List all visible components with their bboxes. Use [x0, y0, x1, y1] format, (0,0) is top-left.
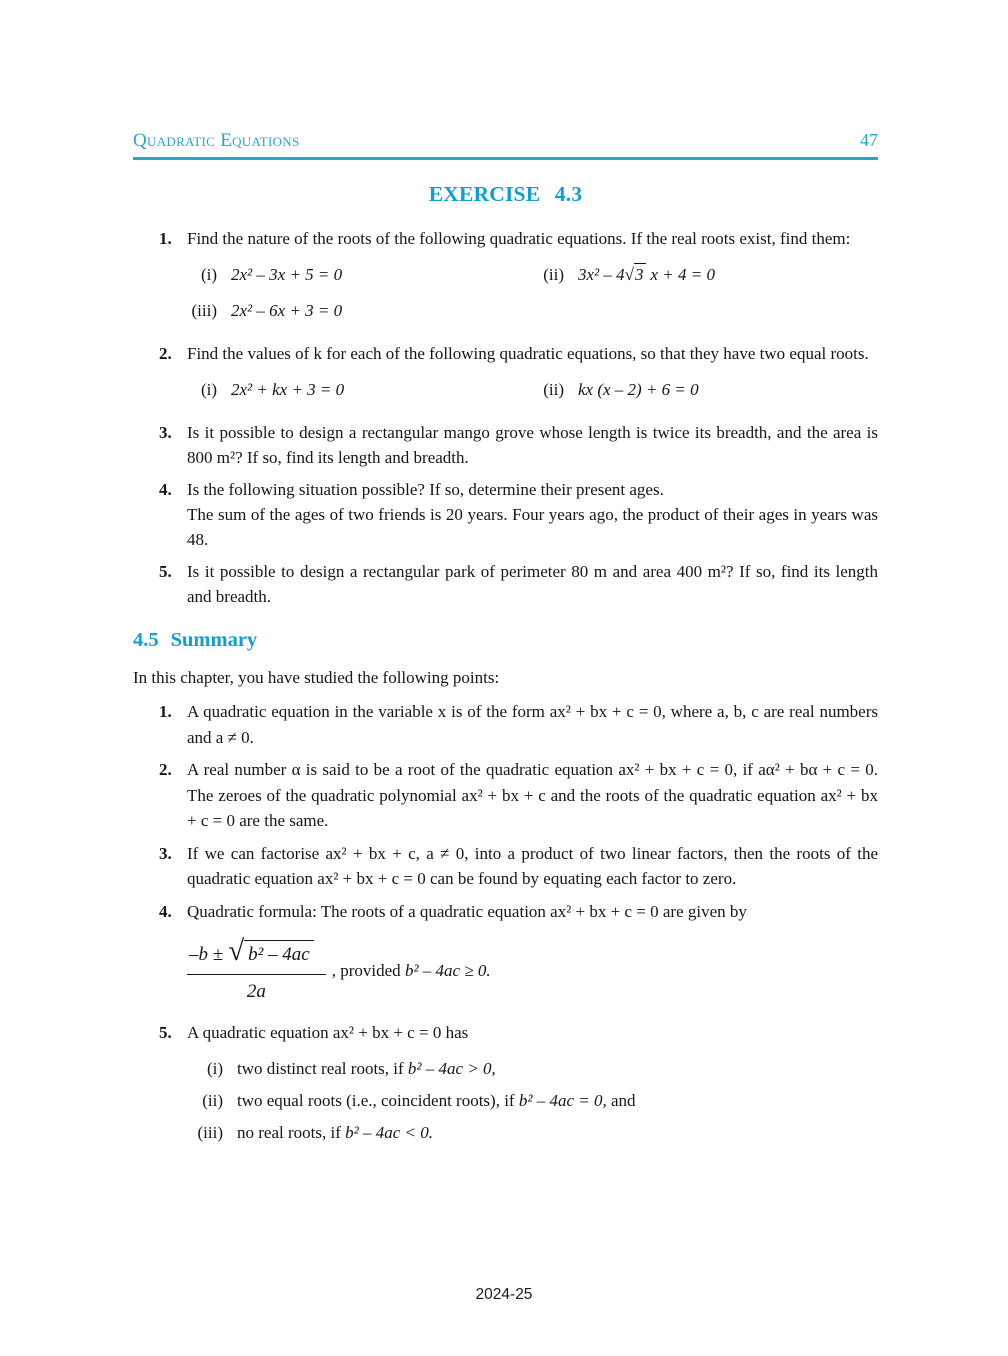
radicand: b² – 4ac [244, 940, 314, 965]
radicand: 3 [635, 265, 644, 284]
equation-prefix: 3x² – 4 [578, 265, 625, 284]
point-number: 1. [159, 702, 172, 721]
subitem-body [237, 1053, 496, 1085]
subitem-i [187, 1053, 878, 1085]
exercise-questions [133, 226, 878, 609]
part-ii [534, 262, 715, 288]
page-header [133, 130, 878, 152]
subitem-label: (iii) [197, 1122, 223, 1142]
point-number: 2. [159, 760, 172, 779]
subitem-ii [187, 1085, 878, 1117]
point-text: A real number α is said to be a root of the quadratic equation ax² + bx + c = 0, if aα² + bα + c = 0. The zeroes of the quadratic polynomial ax² + bx + c and the roots of the quadratic equation ax² + bx + c = 0 are the same. [187, 760, 878, 830]
subitem-text: two equal roots (i.e., coincident roots), if [237, 1090, 519, 1110]
question-body [187, 559, 878, 609]
square-root [625, 263, 646, 284]
question-body [187, 226, 878, 334]
subitem-math: b² – 4ac > 0, [407, 1058, 496, 1078]
question-1 [133, 226, 878, 334]
part-equation: 2x² – 3x + 5 = 0 [231, 265, 343, 284]
point-text: If we can factorise ax² + bx + c, a ≠ 0, into a product of two linear factors, then the roots of the quadratic equation ax² + bx + c = 0 can be found by equating each factor to zero. [187, 843, 878, 888]
part-label: (i) [200, 380, 217, 399]
point-body [187, 1020, 878, 1149]
quadratic-formula [187, 934, 878, 1005]
part-equation: 2x² + kx + 3 = 0 [231, 380, 345, 399]
question-text: Find the values of k for each of the following quadratic equations, so that they have two equal roots. [187, 344, 869, 363]
summary-point-2 [133, 757, 878, 834]
summary-intro: In this chapter, you have studied the following points: [133, 668, 500, 687]
point-text: A quadratic equation ax² + bx + c = 0 has [187, 1022, 469, 1042]
summary-point-4 [133, 899, 878, 1013]
question-number: 1. [159, 229, 172, 248]
summary-point-5 [133, 1020, 878, 1149]
subitem-text: two distinct real roots, if [237, 1058, 408, 1078]
question-3 [133, 420, 878, 470]
question-text: Is it possible to design a rectangular mango grove whose length is twice its breadth, and the area is 800 m²? If so, find its length and breadth. [187, 423, 878, 467]
summary-section-label: Summary [170, 629, 258, 651]
fraction-denominator: 2a [246, 981, 266, 1002]
summary-point-1 [133, 699, 878, 750]
fraction-numerator [187, 934, 326, 976]
equation-suffix: x + 4 = 0 [650, 265, 715, 284]
chapter-title: Quadratic Equations [133, 130, 300, 151]
exercise-title: EXERCISE 4.3 [428, 182, 583, 206]
point-text: Quadratic formula: The roots of a quadratic equation ax² + bx + c = 0 are given by [187, 901, 747, 921]
question-text-line-2: The sum of the ages of two friends is 20 years. Four years ago, the product of their ages in years was 48. [187, 505, 878, 549]
part-ii [534, 377, 699, 403]
question-4 [133, 477, 878, 552]
part-i [187, 262, 534, 288]
summary-points [133, 699, 878, 1149]
question-parts [187, 262, 878, 288]
question-number: 3. [159, 423, 172, 442]
subitem-label: (ii) [202, 1090, 223, 1110]
footer-year: 2024-25 [475, 1286, 533, 1303]
question-text: Is it possible to design a rectangular park of perimeter 80 m and area 400 m²? If so, find its length and breadth. [187, 562, 878, 606]
square-root [228, 934, 314, 968]
question-body [187, 477, 878, 552]
part-label: (ii) [543, 380, 564, 399]
question-parts [187, 377, 878, 403]
point-subitems [187, 1053, 878, 1149]
page-number: 47 [860, 130, 878, 150]
part-equation: kx (x – 2) + 6 = 0 [578, 380, 699, 399]
question-5 [133, 559, 878, 609]
point-text: A quadratic equation in the variable x is of the form ax² + bx + c = 0, where a, b, c are real numbers and a ≠ 0. [187, 702, 878, 747]
subitem-iii [187, 1117, 878, 1149]
question-number: 5. [159, 562, 172, 581]
point-body [187, 899, 878, 1013]
subitem-text: no real roots, if [237, 1122, 346, 1142]
question-text: Find the nature of the roots of the following quadratic equations. If the real roots exist, find them: [187, 229, 851, 248]
point-number: 3. [159, 843, 172, 863]
part-iii [187, 298, 878, 324]
summary-section-number: 4.5 [133, 629, 159, 651]
summary-heading [133, 629, 878, 652]
subitem-tail: and [606, 1090, 636, 1110]
fraction [187, 934, 326, 1005]
subitem-body [237, 1117, 433, 1149]
question-body [187, 420, 878, 470]
formula-proviso [332, 958, 491, 984]
part-label: (ii) [543, 265, 564, 284]
subitem-label: (i) [206, 1058, 223, 1078]
part-equation [578, 262, 715, 288]
part-i [187, 377, 534, 403]
radical-sign-icon: √ [624, 265, 634, 284]
question-body [187, 341, 878, 413]
part-equation: 2x² – 6x + 3 = 0 [231, 301, 343, 320]
summary-point-3 [133, 841, 878, 892]
header-rule [133, 157, 878, 160]
subitem-math: b² – 4ac = 0, [518, 1090, 607, 1110]
subitem-body [237, 1085, 636, 1117]
part-label: (iii) [191, 301, 217, 320]
question-number: 2. [159, 344, 172, 363]
point-number: 5. [159, 1022, 172, 1042]
subitem-math: b² – 4ac < 0. [345, 1122, 433, 1142]
question-number: 4. [159, 480, 172, 499]
part-label: (i) [200, 265, 217, 284]
numerator-prefix: –b ± [189, 943, 224, 965]
point-number: 4. [159, 901, 172, 921]
proviso-math: b² – 4ac ≥ 0. [404, 960, 491, 980]
radical-sign-icon: √ [228, 934, 245, 967]
question-text-line-1: Is the following situation possible? If so, determine their present ages. [187, 480, 664, 499]
proviso-text: , provided [331, 960, 405, 980]
question-2 [133, 341, 878, 413]
